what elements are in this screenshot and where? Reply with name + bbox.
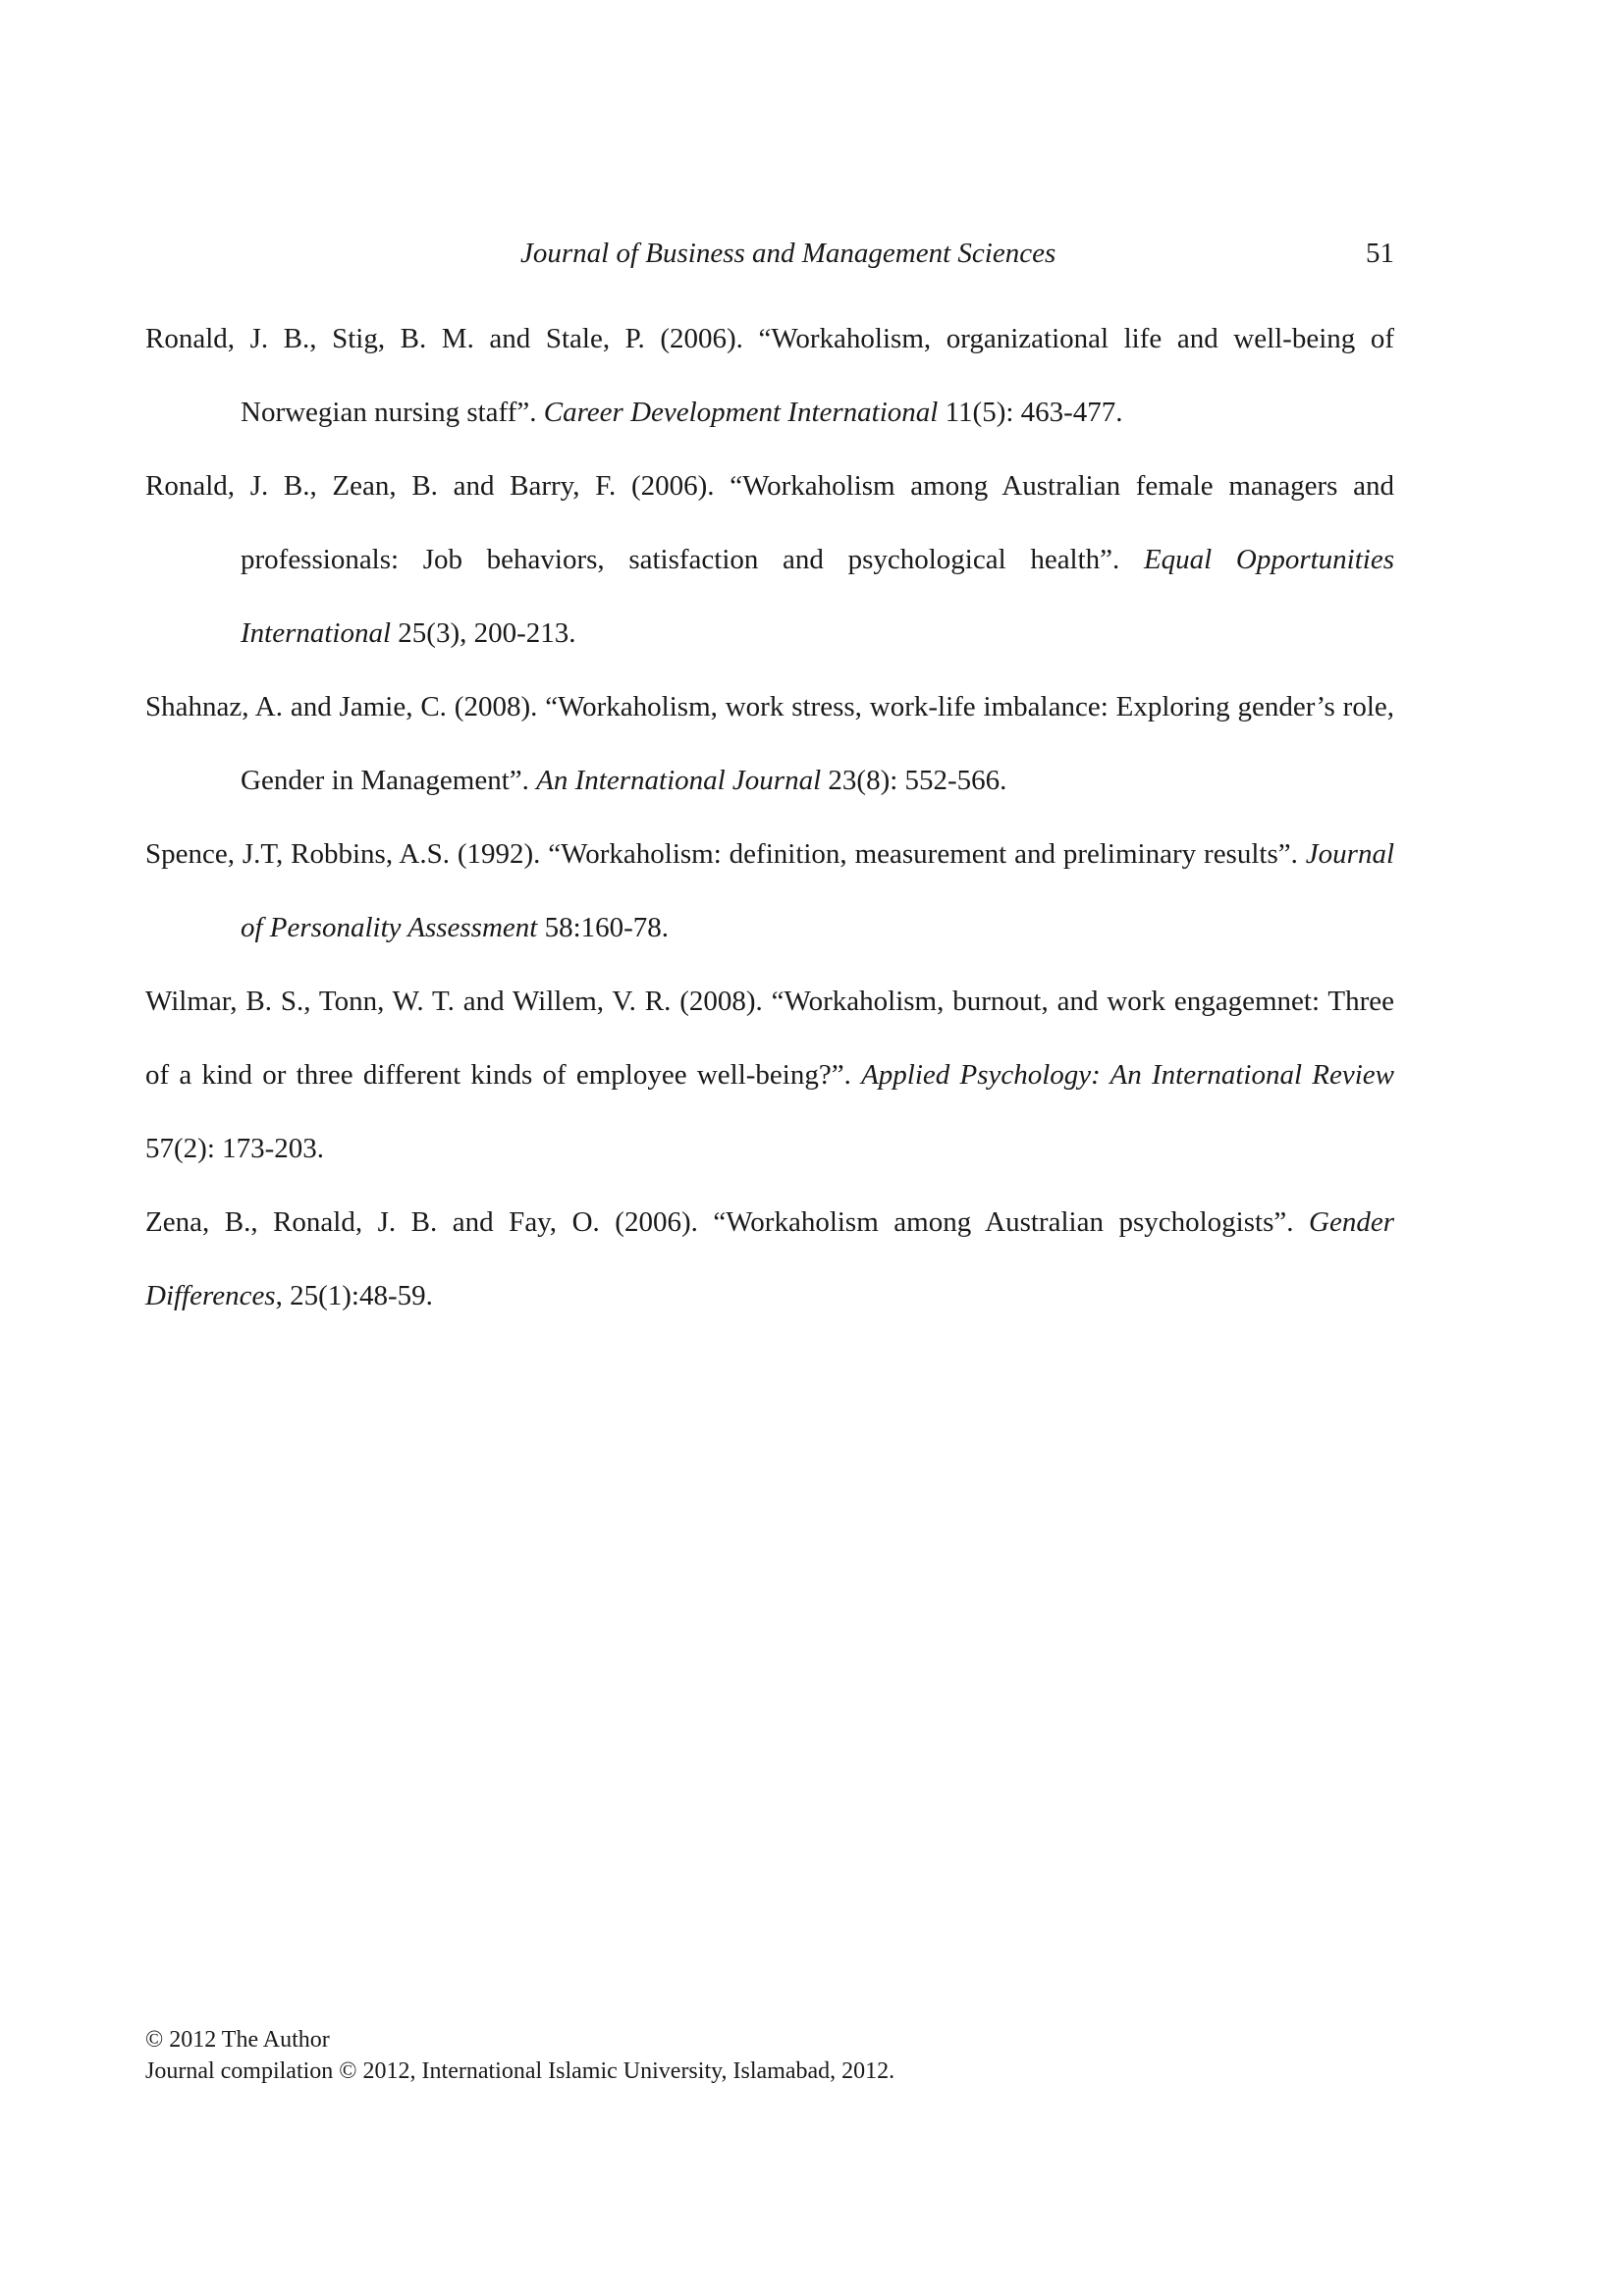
reference-details: 25(3), 200-213. [391, 617, 576, 649]
reference-details: 11(5): 463-477. [938, 397, 1123, 428]
reference-details: 23(8): 552-566. [821, 765, 1007, 796]
reference-text: Shahnaz, A. and Jamie, C. (2008). “Workaholism, work stress, work-life imbalance: Exploring gender’s role, Gender in Management”. [145, 691, 1394, 796]
reference-source: Gender Differences [145, 1206, 1394, 1311]
reference-entry [145, 302, 1394, 450]
reference-source: Career Development International [543, 397, 939, 428]
reference-details: , 25(1):48-59. [275, 1280, 433, 1311]
reference-source: Equal Opportunities International [241, 544, 1394, 649]
reference-list [145, 302, 1394, 1333]
running-header [145, 234, 1394, 273]
reference-details: 58:160-78. [537, 912, 670, 943]
reference-text: Ronald, J. B., Stig, B. M. and Stale, P. (2006). “Workaholism, organizational life and well-being of Norwegian nursing staff”. [145, 323, 1394, 428]
reference-entry [145, 1186, 1394, 1333]
reference-entry [145, 450, 1394, 670]
reference-text: Spence, J.T, Robbins, A.S. (1992). “Workaholism: definition, measurement and preliminary results”. [145, 838, 1306, 870]
page-number: 51 [1366, 238, 1394, 269]
compilation-line: Journal compilation © 2012, International Islamic University, Islamabad, 2012. [145, 2058, 895, 2084]
reference-entry [145, 670, 1394, 818]
reference-text: Wilmar, B. S., Tonn, W. T. and Willem, V. R. (2008). “Workaholism, burnout, and work engagemnet: Three of a kind or three different kinds of employee well-being?”. [145, 986, 1394, 1091]
reference-entry [145, 965, 1394, 1186]
journal-title: Journal of Business and Management Sciences [520, 238, 1056, 269]
reference-entry [145, 818, 1394, 965]
reference-source: An International Journal [536, 765, 822, 796]
copyright-line: © 2012 The Author [145, 2027, 330, 2053]
reference-source: Journal of Personality Assessment [241, 838, 1394, 943]
reference-details: 57(2): 173-203. [145, 1133, 325, 1164]
page-footer [145, 2024, 894, 2087]
reference-source: Applied Psychology: An International Review [861, 1059, 1394, 1091]
reference-text: Ronald, J. B., Zean, B. and Barry, F. (2006). “Workaholism among Australian female managers and professionals: Job behaviors, satisfaction and psychological health”. [145, 470, 1394, 575]
reference-text: Zena, B., Ronald, J. B. and Fay, O. (2006). “Workaholism among Australian psychologists”. [145, 1206, 1310, 1238]
